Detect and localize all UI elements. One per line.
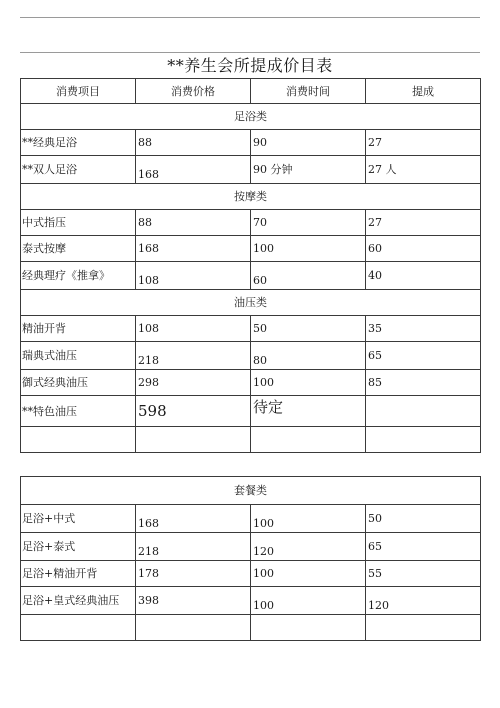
table-row [21, 533, 481, 561]
commission-cell: 27 人 [366, 156, 481, 184]
price-cell: 218 [136, 533, 251, 561]
package-table [20, 476, 481, 641]
section-row [21, 104, 481, 130]
section-title: 油压类 [21, 290, 481, 316]
table-row [21, 342, 481, 370]
time-cell: 100 [251, 236, 366, 262]
time-cell: 60 [251, 262, 366, 290]
header-time: 消费时间 [251, 79, 366, 104]
item-cell: 足浴+中式 [21, 505, 136, 533]
item-cell: 足浴+精油开背 [21, 561, 136, 587]
item-cell: **特色油压 [21, 396, 136, 427]
commission-cell: 50 [366, 505, 481, 533]
price-cell: 88 [136, 130, 251, 156]
commission-cell: 27 [366, 130, 481, 156]
price-table [20, 78, 481, 453]
commission-cell: 65 [366, 533, 481, 561]
table-row [21, 505, 481, 533]
time-cell: 90 [251, 130, 366, 156]
price-cell: 168 [136, 505, 251, 533]
price-cell: 598 [136, 396, 251, 427]
item-cell: **双人足浴 [21, 156, 136, 184]
time-cell: 100 [251, 370, 366, 396]
commission-cell: 65 [366, 342, 481, 370]
price-cell: 88 [136, 210, 251, 236]
item-cell: **经典足浴 [21, 130, 136, 156]
item-cell: 泰式按摩 [21, 236, 136, 262]
section-title: 套餐类 [21, 477, 481, 505]
page-title: **养生会所提成价目表 [167, 56, 333, 75]
commission-cell: 60 [366, 236, 481, 262]
commission-cell: 35 [366, 316, 481, 342]
item-cell: 中式指压 [21, 210, 136, 236]
table-row [21, 236, 481, 262]
table-row [21, 370, 481, 396]
price-cell: 178 [136, 561, 251, 587]
item-cell: 足浴+泰式 [21, 533, 136, 561]
section-title: 按摩类 [21, 184, 481, 210]
table-row [21, 316, 481, 342]
top-rule [20, 17, 480, 18]
item-cell: 瑞典式油压 [21, 342, 136, 370]
table-row [21, 396, 481, 427]
time-cell: 待定 [251, 396, 366, 427]
table-row [21, 262, 481, 290]
table-row [21, 561, 481, 587]
commission-cell: 85 [366, 370, 481, 396]
header-price: 消费价格 [136, 79, 251, 104]
item-cell: 精油开背 [21, 316, 136, 342]
header-row [21, 79, 481, 104]
time-cell: 70 [251, 210, 366, 236]
item-cell: 御式经典油压 [21, 370, 136, 396]
time-cell: 100 [251, 587, 366, 615]
table-row [21, 156, 481, 184]
commission-cell [366, 396, 481, 427]
item-cell: 足浴+皇式经典油压 [21, 587, 136, 615]
header-item: 消费项目 [21, 79, 136, 104]
time-cell: 90 分钟 [251, 156, 366, 184]
time-cell: 120 [251, 533, 366, 561]
time-cell: 80 [251, 342, 366, 370]
commission-cell: 55 [366, 561, 481, 587]
price-cell: 108 [136, 316, 251, 342]
price-cell: 168 [136, 236, 251, 262]
time-cell: 100 [251, 561, 366, 587]
table-row [21, 130, 481, 156]
section-row [21, 290, 481, 316]
price-cell: 218 [136, 342, 251, 370]
time-cell: 50 [251, 316, 366, 342]
section-row [21, 477, 481, 505]
price-cell: 108 [136, 262, 251, 290]
empty-row [21, 615, 481, 641]
price-cell: 168 [136, 156, 251, 184]
empty-row [21, 427, 481, 453]
table-row [21, 210, 481, 236]
section-row [21, 184, 481, 210]
section-title: 足浴类 [21, 104, 481, 130]
header-commission: 提成 [366, 79, 481, 104]
table-row [21, 587, 481, 615]
price-cell: 398 [136, 587, 251, 615]
commission-cell: 40 [366, 262, 481, 290]
title-rule [20, 52, 480, 53]
time-cell: 100 [251, 505, 366, 533]
commission-cell: 120 [366, 587, 481, 615]
commission-cell: 27 [366, 210, 481, 236]
item-cell: 经典理疗《推拿》 [21, 262, 136, 290]
price-cell: 298 [136, 370, 251, 396]
